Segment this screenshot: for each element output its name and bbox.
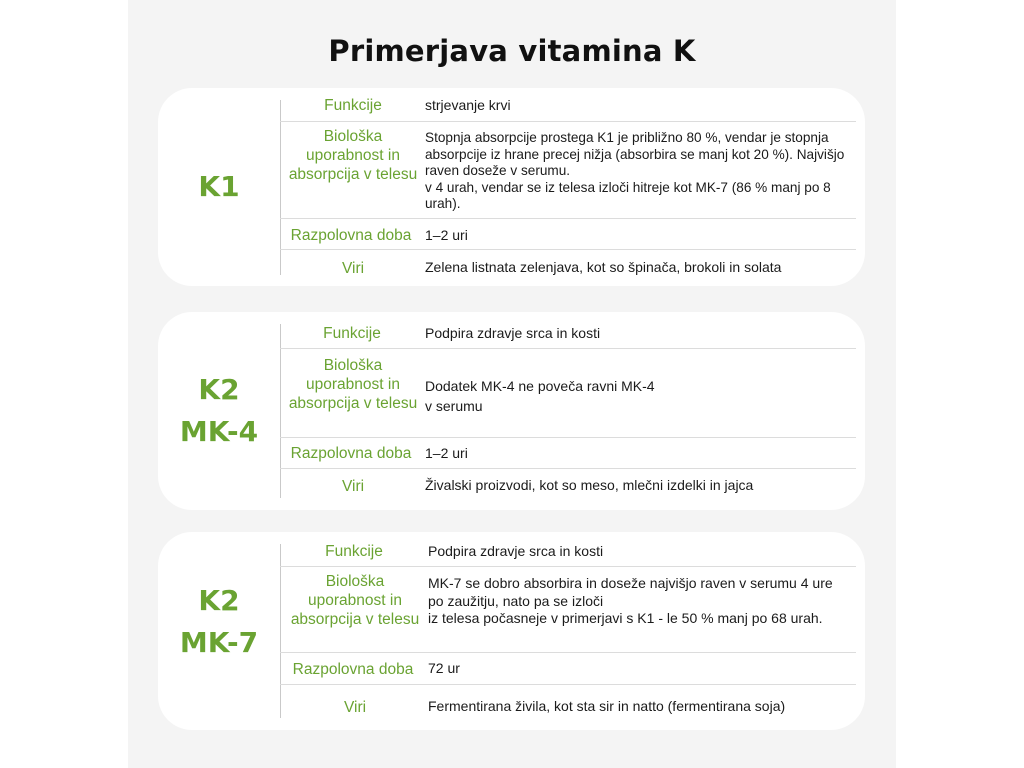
comparison-infographic bbox=[128, 0, 896, 768]
row-key: Viri bbox=[341, 260, 365, 277]
row-value: MK-7 se dobro absorbira in doseže najvišjo raven v serumu 4 ure po zaužitju, nato pa se izloči iz telesa počasneje v primerjavi s K1 - le 50 % manj po 68 urah. bbox=[428, 575, 833, 626]
row-value: Fermentirana živila, kot sta sir in natto (fermentirana soja) bbox=[428, 698, 786, 714]
row-divider bbox=[280, 468, 856, 469]
card-label bbox=[158, 580, 280, 664]
divider-vertical bbox=[280, 324, 281, 498]
row-key: Razpolovna doba bbox=[290, 227, 412, 244]
row-key: Funkcije bbox=[324, 97, 382, 114]
row-divider bbox=[280, 218, 856, 219]
row-key: Funkcije bbox=[325, 543, 383, 560]
row-value: Podpira zdravje srca in kosti bbox=[425, 325, 601, 341]
row-value: 1–2 uri bbox=[425, 445, 468, 461]
card-label-line: K2 bbox=[198, 373, 240, 406]
row-value: 72 ur bbox=[428, 660, 460, 676]
card-label-line: MK-7 bbox=[179, 626, 259, 659]
row-key: Biološka uporabnost in absorpcija v telesu bbox=[288, 128, 418, 183]
card-label-line: K2 bbox=[198, 584, 240, 617]
row-value: 1–2 uri bbox=[425, 227, 468, 243]
card-label bbox=[158, 369, 280, 453]
card-k1 bbox=[158, 88, 865, 286]
card-k2-mk7 bbox=[158, 532, 865, 730]
row-value: Zelena listnata zelenjava, kot so špinača, brokoli in solata bbox=[425, 259, 782, 275]
row-key: Viri bbox=[343, 699, 367, 716]
page-title: Primerjava vitamina K bbox=[328, 34, 696, 68]
row-key: Funkcije bbox=[323, 325, 381, 342]
row-divider bbox=[280, 249, 856, 250]
row-divider bbox=[280, 652, 856, 653]
row-value: Dodatek MK-4 ne poveča ravni MK-4 v serumu bbox=[425, 378, 655, 414]
row-key: Biološka uporabnost in absorpcija v telesu bbox=[290, 573, 420, 628]
row-divider bbox=[280, 121, 856, 122]
divider-vertical bbox=[280, 544, 281, 718]
row-value: Živalski proizvodi, kot so meso, mlečni izdelki in jajca bbox=[425, 477, 754, 493]
row-divider bbox=[280, 684, 856, 685]
card-k2-mk4 bbox=[158, 312, 865, 510]
row-key: Viri bbox=[341, 478, 365, 495]
row-value: strjevanje krvi bbox=[425, 97, 511, 113]
row-divider bbox=[280, 437, 856, 438]
card-label bbox=[158, 166, 280, 208]
row-value: Podpira zdravje srca in kosti bbox=[428, 543, 604, 559]
card-label-line: MK-4 bbox=[179, 415, 259, 448]
row-key: Razpolovna doba bbox=[290, 445, 412, 462]
row-divider bbox=[280, 348, 856, 349]
card-label-line: K1 bbox=[198, 170, 240, 203]
row-key: Razpolovna doba bbox=[292, 661, 414, 678]
row-value: Stopnja absorpcije prostega K1 je približno 80 %, vendar je stopnja absorpcije iz hrane precej nižja (absorbira se manj kot 20 %). Najvišjo raven doseže v serumu. v 4 urah, vendar se iz telesa izloči hitreje kot MK-7 (86 % manj po 8 urah). bbox=[425, 130, 845, 211]
row-divider bbox=[280, 566, 856, 567]
row-key: Biološka uporabnost in absorpcija v telesu bbox=[288, 357, 418, 412]
